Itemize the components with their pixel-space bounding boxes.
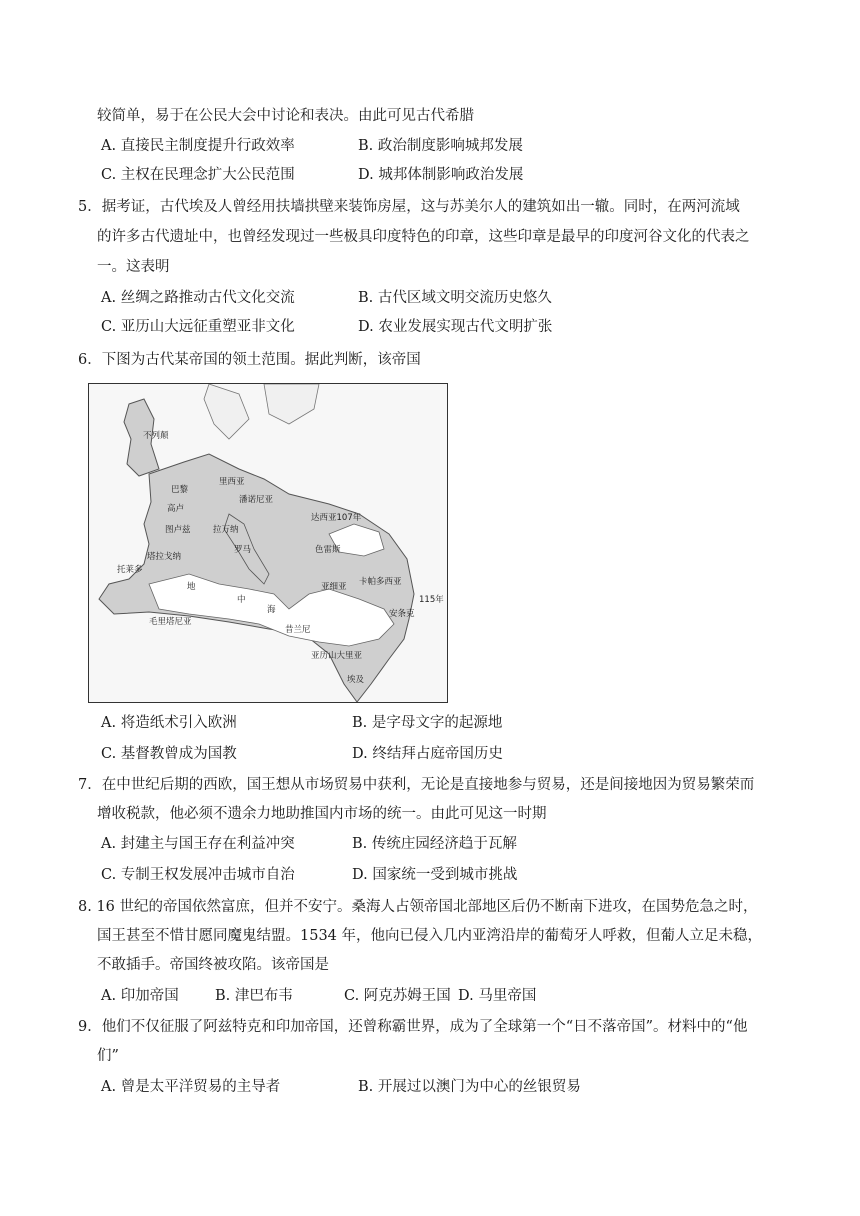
map-label-ravenna: 拉万纳 xyxy=(213,525,239,535)
q4-option-c[interactable]: C. 主权在民理念扩大公民范围 xyxy=(101,167,295,183)
map-label-toledo: 托莱多 xyxy=(117,565,143,575)
q8-option-b[interactable]: B. 津巴布韦 xyxy=(215,988,293,1004)
q5-option-d[interactable]: D. 农业发展实现古代文明扩张 xyxy=(358,319,553,335)
q7-option-d[interactable]: D. 国家统一受到城市挑战 xyxy=(352,867,518,883)
map-label-egypt: 埃及 xyxy=(347,675,365,685)
q9-text-line1: 9．他们不仅征服了阿兹特克和印加帝国，还曾称霸世界，成为了全球第一个“日不落帝国”。材料中的“他 xyxy=(78,1019,748,1035)
map-label-mauretania: 毛里塔尼亚 xyxy=(149,617,192,627)
q6-option-d[interactable]: D. 终结拜占庭帝国历史 xyxy=(352,746,503,762)
map-label-toulouse: 图卢兹 xyxy=(165,525,191,535)
q5-text-line3: 一。这表明 xyxy=(97,259,170,275)
q8-option-c[interactable]: C. 阿克苏姆王国 xyxy=(344,988,451,1004)
q5-text-line1: 5．据考证，古代埃及人曾经用扶墙拱壁来装饰房屋，这与苏美尔人的建筑如出一辙。同时，在两河流域 xyxy=(78,199,740,215)
q4-option-a[interactable]: A. 直接民主制度提升行政效率 xyxy=(101,138,295,154)
q7-option-a[interactable]: A. 封建主与国王存在利益冲突 xyxy=(101,836,295,852)
q8-text-line3: 不敢插手。帝国终被攻陷。该帝国是 xyxy=(97,957,329,973)
map-label-sea-3: 海 xyxy=(267,605,276,615)
q8-text-line1: 8. 16 世纪的帝国依然富庶，但并不安宁。桑海人占领帝国北部地区后仍不断南下进攻，在国势危急之时， xyxy=(78,899,758,915)
empire-map xyxy=(88,383,448,703)
q9-option-b[interactable]: B. 开展过以澳门为中心的丝银贸易 xyxy=(358,1079,581,1095)
map-label-antioch: 安条克 xyxy=(389,609,415,619)
q6-option-c[interactable]: C. 基督教曾成为国教 xyxy=(101,746,237,762)
q5-option-a[interactable]: A. 丝绸之路推动古代文化交流 xyxy=(101,290,295,306)
map-label-dacia: 达西亚107年 xyxy=(311,513,362,523)
q6-option-a[interactable]: A. 将造纸术引入欧洲 xyxy=(101,715,237,731)
map-label-pannonia: 潘诺尼亚 xyxy=(239,495,274,505)
q6-text: 6．下图为古代某帝国的领土范围。据此判断，该帝国 xyxy=(78,352,421,368)
q4-option-d[interactable]: D. 城邦体制影响政治发展 xyxy=(358,167,524,183)
q4-option-b[interactable]: B. 政治制度影响城邦发展 xyxy=(358,138,523,154)
q8-option-d[interactable]: D. 马里帝国 xyxy=(458,988,537,1004)
map-label-paris: 巴黎 xyxy=(171,485,189,495)
q7-text-line2: 增收税款，他必须不遗余力地助推国内市场的统一。由此可见这一时期 xyxy=(97,806,547,822)
map-label-cappadocia: 卡帕多西亚 xyxy=(359,577,402,587)
q6-option-b[interactable]: B. 是字母文字的起源地 xyxy=(352,715,503,731)
map-label-raetia: 里西亚 xyxy=(219,477,245,487)
map-label-rome: 罗马 xyxy=(234,545,252,555)
map-label-alexandria: 亚历山大里亚 xyxy=(311,651,363,661)
map-label-asia: 亚细亚 xyxy=(321,582,347,592)
q8-text-line2: 国王甚至不惜甘愿同魔鬼结盟。1534 年，他向已侵入几内亚湾沿岸的葡萄牙人呼救，但葡人立足未稳， xyxy=(97,928,763,944)
q9-option-a[interactable]: A. 曾是太平洋贸易的主导者 xyxy=(101,1079,281,1095)
q7-option-c[interactable]: C. 专制王权发展冲击城市自治 xyxy=(101,867,295,883)
map-label-britain: 不列颠 xyxy=(143,431,169,441)
q9-text-line2: 们” xyxy=(97,1048,119,1064)
map-label-thrace: 色雷斯 xyxy=(315,545,341,555)
map-label-tarragona: 塔拉戈纳 xyxy=(147,552,182,562)
map-label-sea-2: 中 xyxy=(237,595,246,605)
q8-option-a[interactable]: A. 印加帝国 xyxy=(101,988,179,1004)
empire-map-svg xyxy=(89,384,447,702)
map-label-sea-1: 地 xyxy=(187,582,196,592)
map-label-gaul: 高卢 xyxy=(167,504,185,514)
q4-text: 较简单，易于在公民大会中讨论和表决。由此可见古代希腊 xyxy=(97,108,474,124)
q7-option-b[interactable]: B. 传统庄园经济趋于瓦解 xyxy=(352,836,517,852)
q7-text-line1: 7．在中世纪后期的西欧，国王想从市场贸易中获利，无论是直接地参与贸易，还是间接地因为贸易繁荣而 xyxy=(78,777,755,793)
map-label-115: 115年 xyxy=(419,595,444,605)
q5-option-b[interactable]: B. 古代区域文明交流历史悠久 xyxy=(358,290,552,306)
map-label-cyrene: 昔兰尼 xyxy=(285,625,311,635)
q5-text-line2: 的许多古代遗址中，也曾经发现过一些极具印度特色的印章，这些印章是最早的印度河谷文化的代表之 xyxy=(97,229,750,245)
q5-option-c[interactable]: C. 亚历山大远征重塑亚非文化 xyxy=(101,319,295,335)
